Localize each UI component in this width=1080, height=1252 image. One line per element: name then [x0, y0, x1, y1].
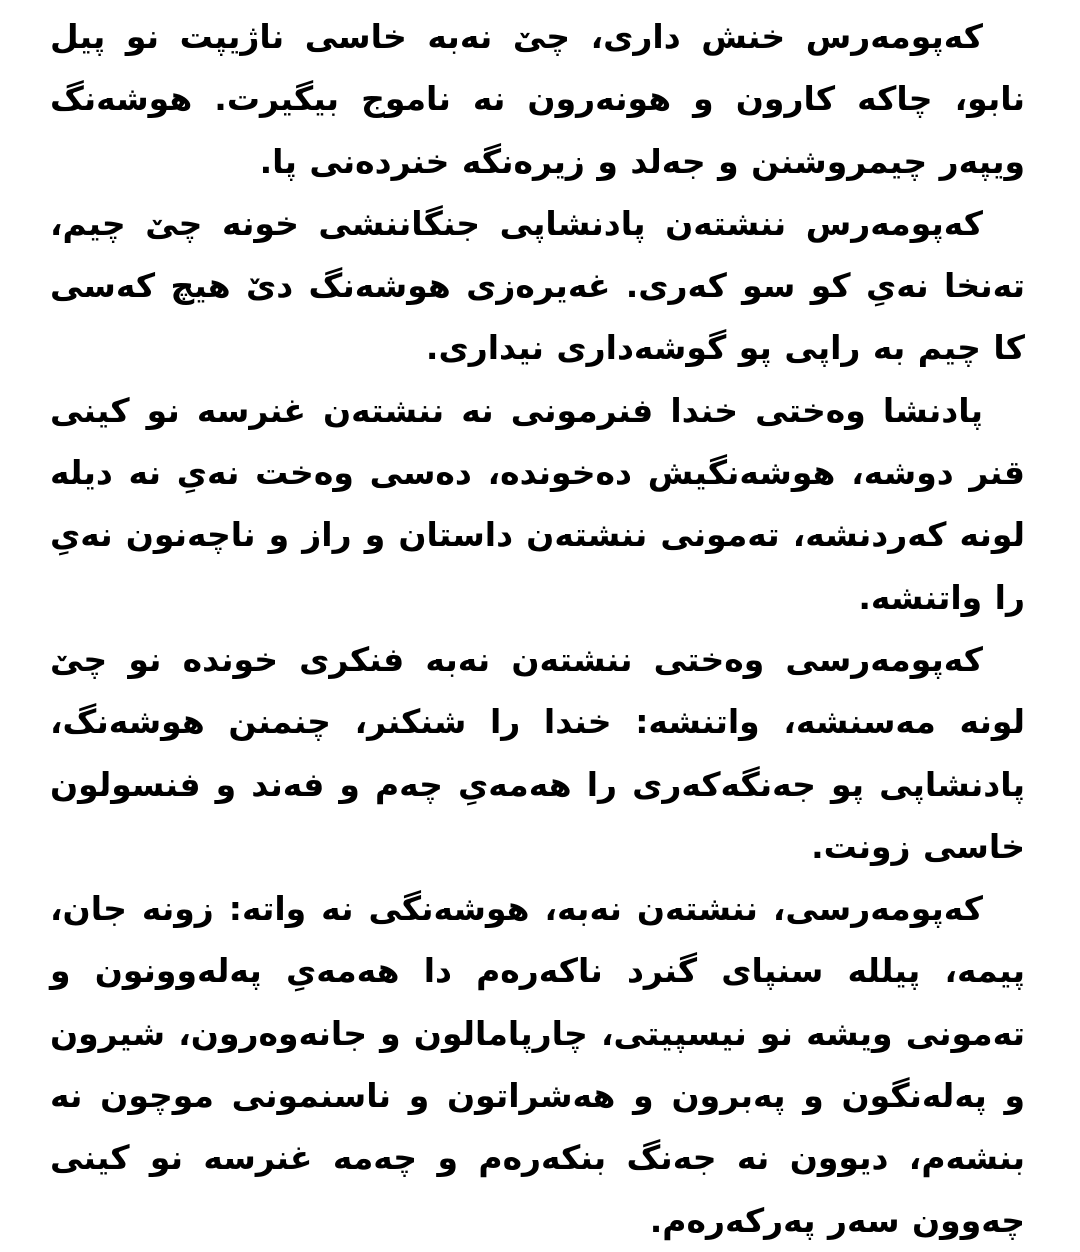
paragraph-3: پادنشا وەختی خندا فنرمونی نە ننشتەن غنرسە نو کینی قنر دوشە، هوشەنگیش دەخوندە، دەسی وەخت نەیِ نە دیلە لونە کەردنشە، تەمونی ننشتەن داستان و راز و ناچەنون نەیِ را واتنشە.	[50, 390, 1025, 617]
document-body	[50, 6, 1025, 1252]
paragraph-1: کەپومەرس خنش داری، چێ نەبە خاسی ناژیپت نو پیل نابو، چاکە کارون و هونەرون نە ناموج بیگیرت. هوشەنگ ویپەر چیمروشنن و جەلد و زیرەنگە خنردەنی پا.	[50, 17, 1025, 181]
paragraph-2: کەپومەرس ننشتەن پادنشاپی جنگاننشی خونە چێ چیم، تەنخا نەیِ کو سو کەری. غەیرەزی هوشەنگ دێ هیچ کەسی کا چیم بە راپی پو گوشەداری نیداری.	[50, 203, 1025, 368]
paragraph-4: کەپومەرسی وەختی ننشتەن نەبە فنکری خوندە نو چێ لونە مەسنشە، واتنشە: خندا را شنکنر، چنمنن هوشەنگ، پادنشاپی پو جەنگەکەری را هەمەیِ چەم و فەند و فنسولون خاسی زونت.	[50, 639, 1025, 866]
paragraph-5: کەپومەرسی، ننشتەن نەبە، هوشەنگی نە واتە: زونە جان، پیمە، پیللە سنپای گنرد ناکەرەم دا هەمەیِ پەلەوونون و تەمونی ویشە نو نیسپیتی، چارپامالون و جانەوەرون، شیرون و پەلەنگون و پەبرون و هەشراتون و ناسنمونی موچون نە بنشەم، دیوون نە جەنگ بنکەرەم و چەمە غنرسە نو کینی چەوون سەر پەرکەرەم.	[50, 889, 1025, 1240]
